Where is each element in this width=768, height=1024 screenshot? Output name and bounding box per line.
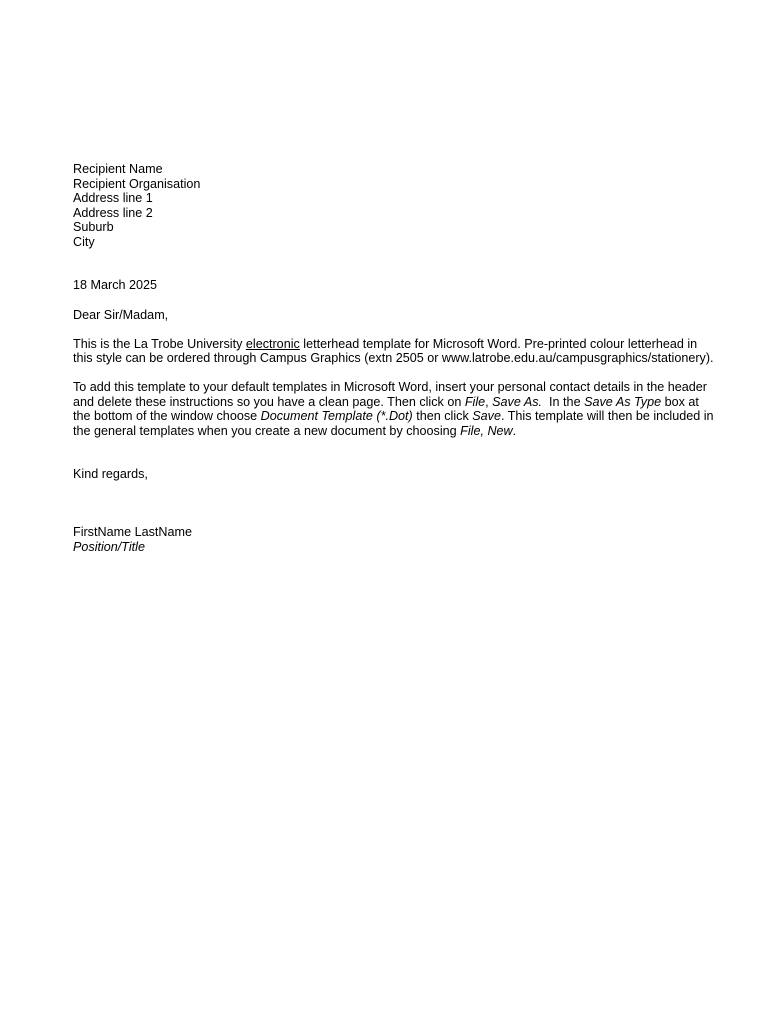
recipient-address: [73, 162, 737, 249]
menu-ref-save-as: Save As.: [492, 394, 543, 409]
text-segment: the bottom of the window choose: [73, 409, 261, 423]
paragraph-instructions-line-1: To add this template to your default templates in Microsoft Word, insert your personal contact details in the header: [73, 380, 707, 394]
signature-name: FirstName LastName: [73, 525, 192, 539]
text-segment: box at: [661, 394, 699, 409]
text-segment: This is the La Trobe University: [73, 336, 246, 351]
text-segment: ,: [485, 394, 493, 409]
city: City: [73, 234, 95, 249]
text-segment: .: [512, 423, 517, 438]
paragraph-instructions-line-2: [73, 395, 737, 410]
menu-ref-save: Save: [472, 409, 501, 423]
letter-date: 18 March 2025: [73, 278, 158, 292]
paragraph-instructions: [73, 380, 737, 438]
suburb: Suburb: [73, 220, 114, 234]
menu-ref-document-template: Document Template (*.Dot): [260, 409, 413, 423]
address-line-2: Address line 2: [73, 205, 153, 220]
letter-body: [73, 162, 737, 554]
text-segment: the general templates when you create a new document by choosing: [73, 423, 461, 438]
menu-ref-file-new: File, New: [460, 423, 513, 438]
menu-ref-save-as-type: Save As Type: [584, 394, 662, 409]
paragraph-instructions-line-4: [73, 424, 737, 439]
address-line-1: Address line 1: [73, 191, 153, 205]
signature-block: [73, 525, 737, 554]
paragraph-intro-line-2: this style can be ordered through Campus Graphics (extn 2505 or www.latrobe.edu.au/campusgraphics/stationery).: [73, 351, 714, 365]
recipient-organisation: Recipient Organisation: [73, 176, 201, 191]
underlined-electronic: electronic: [245, 336, 300, 351]
closing: Kind regards,: [73, 467, 148, 481]
text-segment: letterhead template for Microsoft Word. Pre-printed colour letterhead in: [299, 336, 698, 351]
paragraph-intro-line-1: [73, 337, 737, 352]
paragraph-intro: [73, 337, 737, 366]
menu-ref-file: File: [464, 394, 486, 409]
signature-title: Position/Title: [73, 539, 145, 554]
text-segment: and delete these instructions so you have a clean page. Then click on: [73, 394, 465, 409]
text-segment: In the: [542, 394, 585, 409]
salutation: Dear Sir/Madam,: [73, 307, 169, 322]
text-segment: then click: [412, 409, 473, 423]
recipient-name: Recipient Name: [73, 162, 163, 176]
text-segment: . This template will then be included in: [500, 409, 714, 423]
paragraph-instructions-line-3: [73, 409, 737, 424]
